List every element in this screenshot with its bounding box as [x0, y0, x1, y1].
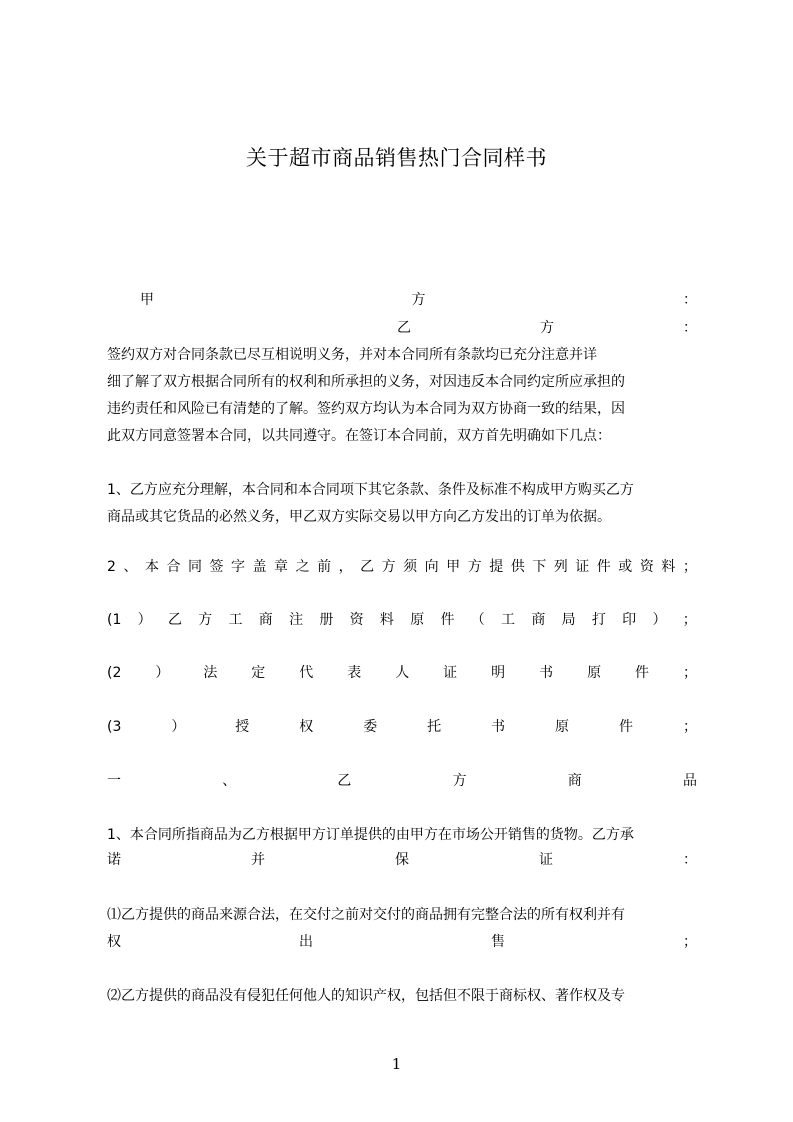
body-line [107, 929, 697, 955]
line-token: 权 [107, 934, 121, 950]
line-token: 注 [289, 612, 304, 628]
line-token: 商 [567, 773, 582, 789]
document-title: 关于超市商品销售热门合同样书 [246, 146, 547, 170]
line-token: 人 [395, 665, 410, 681]
line-token: 合 [166, 559, 181, 575]
line-token: 乙 [360, 559, 375, 575]
line-token: 工 [501, 612, 516, 628]
line-token: 原 [410, 612, 425, 628]
line-token: 甲 [446, 559, 461, 575]
line-token: 原 [555, 719, 570, 735]
line-token: 代 [299, 665, 314, 681]
line-token: ： [683, 320, 697, 336]
line-token: 打 [591, 612, 606, 628]
line-token: 托 [427, 719, 442, 735]
line-token: 件 [619, 719, 633, 735]
line-token: 章 [274, 559, 289, 575]
line-token: (1 [107, 612, 122, 628]
line-token: 、 [123, 559, 138, 575]
line-token: 字 [231, 559, 246, 575]
line-token: ： [683, 852, 697, 868]
line-token: 证 [575, 559, 590, 575]
body-line [107, 554, 697, 580]
line-token: ； [682, 559, 697, 575]
line-token: 方 [381, 559, 396, 575]
body-line: 1、乙方应充分理解，本合同和本合同项下其它条款、条件及标准不构成甲方购买乙方 [107, 482, 634, 498]
line-token: ） [155, 665, 170, 681]
line-token: 料 [661, 559, 676, 575]
line-token: 件 [635, 665, 650, 681]
line-token: 资 [349, 612, 364, 628]
line-token: 法 [203, 665, 218, 681]
line-token: 2 [107, 559, 116, 575]
body-line [107, 660, 697, 686]
line-token: 一 [107, 773, 121, 789]
line-token: 证 [539, 852, 553, 868]
line-token: 诺 [107, 852, 121, 868]
line-token: 权 [299, 719, 314, 735]
line-token: (2 [107, 665, 122, 681]
line-token: 或 [618, 559, 633, 575]
line-token: ， [338, 559, 353, 575]
line-token: 方 [467, 559, 482, 575]
line-token: 方 [198, 612, 213, 628]
line-token: 册 [319, 612, 334, 628]
line-token: 局 [561, 612, 576, 628]
body-line [107, 768, 697, 794]
line-token: 原 [587, 665, 602, 681]
line-token: ） [652, 612, 667, 628]
line-token: 工 [228, 612, 243, 628]
body-line: 违约责任和风险已有清楚的了解。签约双方均认为本合同为双方协商一致的结果，因 [107, 401, 625, 417]
line-token: 、 [222, 773, 237, 789]
body-line [107, 607, 697, 633]
line-token: 件 [440, 612, 455, 628]
line-token: 授 [235, 719, 250, 735]
line-token: 盖 [252, 559, 267, 575]
line-token: 印 [622, 612, 637, 628]
body-line [107, 714, 697, 740]
line-token: ； [682, 719, 697, 735]
line-token: 供 [510, 559, 525, 575]
line-token: 售 [491, 934, 505, 950]
line-token: ） [171, 719, 186, 735]
line-token: 签 [209, 559, 224, 575]
body-line: 签约双方对合同条款已尽互相说明义务，并对本合同所有条款均已充分注意并详 [107, 347, 597, 363]
body-line [397, 315, 697, 341]
line-token: ； [683, 934, 697, 950]
line-token: 书 [539, 665, 554, 681]
line-token: 向 [424, 559, 439, 575]
line-token: (3 [107, 719, 122, 735]
body-line: 商品或其它货品的必然义务，甲乙双方实际交易以甲方向乙方发出的订单为依据。 [107, 509, 611, 525]
line-token: 书 [491, 719, 506, 735]
line-token: 方 [540, 320, 554, 336]
body-line: 细了解了双方根据合同所有的权利和所承担的义务，对因违反本合同约定所应承担的 [107, 374, 625, 390]
line-token: ； [682, 612, 697, 628]
line-token: 甲 [140, 292, 154, 308]
line-token: ） [137, 612, 152, 628]
line-token: 须 [403, 559, 418, 575]
line-token: 方 [411, 292, 426, 308]
line-token: 乙 [167, 612, 182, 628]
line-token: （ [470, 612, 485, 628]
line-token: 同 [187, 559, 202, 575]
line-token: 乙 [397, 320, 411, 336]
page-number: 1 [391, 1055, 402, 1073]
line-token: 件 [596, 559, 611, 575]
line-token: 资 [639, 559, 654, 575]
line-token: 品 [682, 773, 697, 789]
line-token: 明 [491, 665, 506, 681]
line-token: 前 [317, 559, 332, 575]
line-token: 方 [452, 773, 467, 789]
line-token: ； [683, 665, 697, 681]
body-line: ⑵乙方提供的商品没有侵犯任何他人的知识产权，包括但不限于商标权、著作权及专 [107, 988, 625, 1004]
body-line: 1、本合同所指商品为乙方根据甲方订单提供的由甲方在市场公开销售的货物。乙方承 [107, 827, 634, 843]
body-line [140, 287, 697, 313]
line-token: 乙 [337, 773, 352, 789]
line-token: 保 [395, 852, 409, 868]
line-token: 下 [532, 559, 547, 575]
line-token: 定 [251, 665, 266, 681]
line-token: 表 [347, 665, 362, 681]
line-token: 提 [489, 559, 504, 575]
body-line [107, 847, 697, 873]
line-token: 之 [295, 559, 310, 575]
line-token: 本 [144, 559, 159, 575]
line-token: 料 [379, 612, 394, 628]
line-token: ： [683, 292, 697, 308]
line-token: 证 [443, 665, 458, 681]
line-token: 列 [553, 559, 568, 575]
body-line: 此双方同意签署本合同，以共同遵守。在签订本合同前，双方首先明确如下几点： [107, 428, 611, 444]
body-line: ⑴乙方提供的商品来源合法，在交付之前对交付的商品拥有完整合法的所有权利并有 [107, 907, 625, 923]
line-token: 出 [299, 934, 313, 950]
line-token: 商 [258, 612, 273, 628]
line-token: 商 [531, 612, 546, 628]
line-token: 委 [363, 719, 378, 735]
line-token: 并 [251, 852, 265, 868]
